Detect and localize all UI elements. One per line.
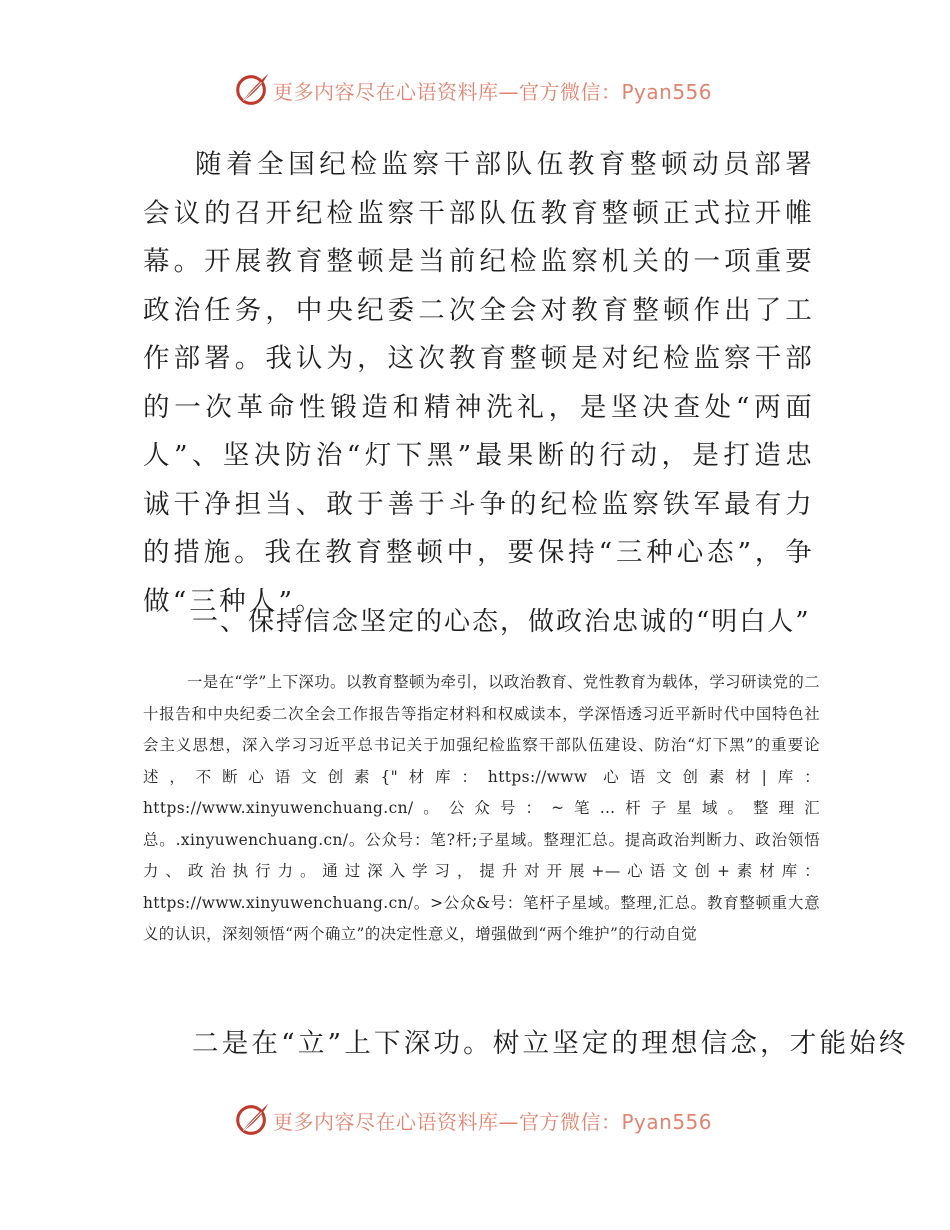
intro-paragraph: 随着全国纪检监察干部队伍教育整顿动员部署会议的召开纪检监察干部队伍教育整顿正式拉开帷幕。开展教育整顿是当前纪检监察机关的一项重要政治任务，中央纪委二次全会对教育整顿作出了工作部署。我认为，这次教育整顿是对纪检监察干部的一次革命性锻造和精神洗礼，是坚决查处“两面人”、坚决防治“灯下黑”最果断的行动，是打造忠诚干净担当、敢于善于斗争的纪检监察铁军最有力的措施。我在教育整顿中，要保持“三种心态”，争做“三种人”。 xyxy=(143,149,815,617)
header-banner xyxy=(233,68,712,112)
section-heading-1: 一、保持信念坚定的心态，做政治忠诚的“明白人” xyxy=(192,607,811,637)
quill-logo-icon xyxy=(233,1101,271,1139)
banner-text: 更多内容尽在心语资料库—官方微信：Pyan556 xyxy=(273,1109,713,1134)
paragraph-3: 二是在“立”上下深功。树立坚定的理想信念，才能始终 xyxy=(192,1028,909,1059)
quill-logo-icon xyxy=(233,71,271,109)
subsection-paragraph: 一是在“学”上下深功。以教育整顿为牵引，以政治教育、党性教育为载体，学习研读党的二十报告和中央纪委二次全会工作报告等指定材料和权威读本，学深悟透习近平新时代中国特色社会主义思想，深入学习习近平总书记关于加强纪检监察干部队伍建设、防治“灯下黑”的重要论述，不断心语文创素{"材库：https://www 心语文创素材|库：https://www.xinyuwenchuang.cn/。公众号：~笔…杆子星域。整理汇总。.xinyuwenchuang.cn/。公众号：笔?杆;子星域。整理汇总。提高政治判断力、政治领悟力、政治执行力。通过深入学习，提升对开展+—心语文创+素材库：https://www.xinyuwenchuang.cn/。>公众&号：笔杆子星域。整理,汇总。教育整顿重大意义的认识，深刻领悟“两个确立”的决定性意义，增强做到“两个维护”的行动自觉 xyxy=(143,673,820,943)
footer-banner xyxy=(233,1098,712,1142)
banner-text: 更多内容尽在心语资料库—官方微信：Pyan556 xyxy=(273,79,713,104)
